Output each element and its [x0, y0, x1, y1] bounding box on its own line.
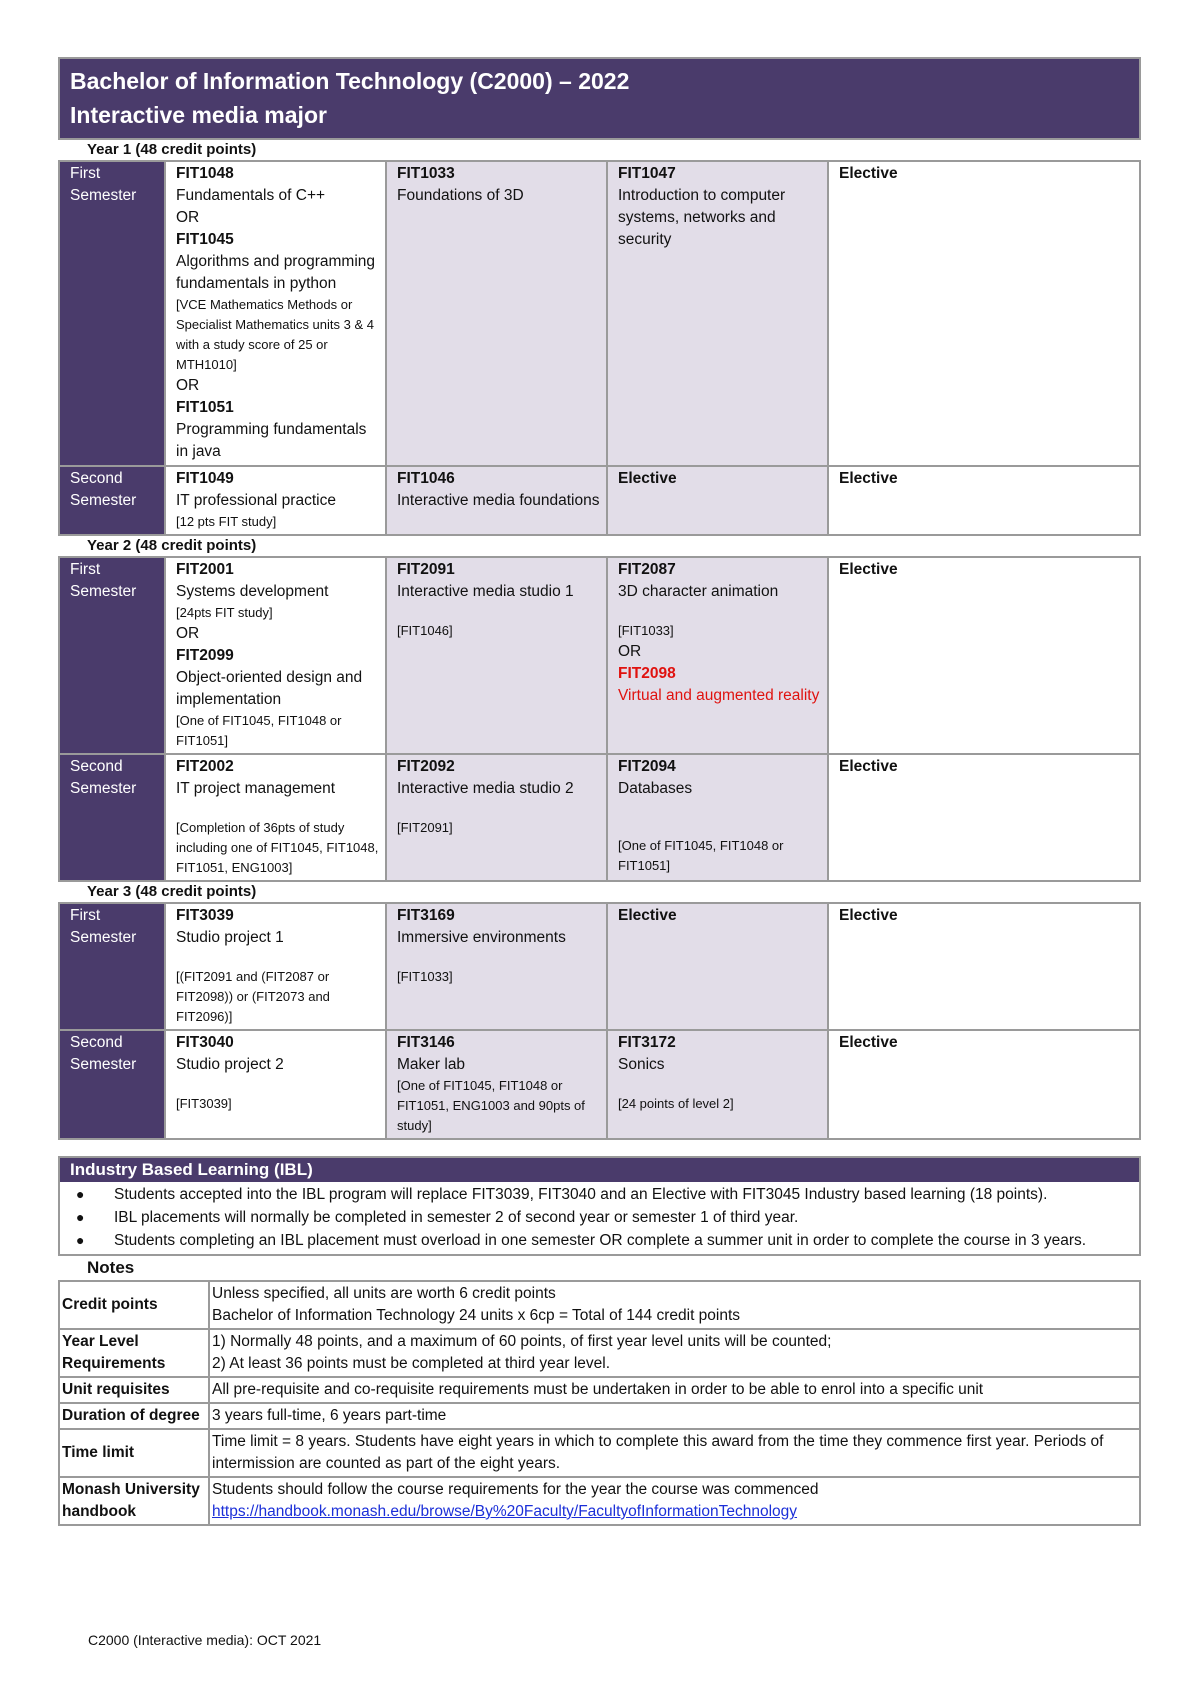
- unit-cell: [386, 754, 607, 881]
- semester-label-line: Semester: [70, 583, 137, 600]
- unit-title: Databases: [618, 780, 693, 797]
- notes-value: [209, 1477, 1140, 1525]
- unit-code: FIT3039: [176, 907, 234, 924]
- unit-title: Systems development: [176, 583, 329, 600]
- unit-code: FIT1047: [618, 165, 676, 182]
- year-label: Year 2 (48 credit points): [87, 537, 257, 554]
- semester-row: [59, 903, 1140, 1030]
- semester-label: [59, 754, 165, 881]
- semester-row: [59, 754, 1140, 881]
- notes-row: [59, 1403, 1140, 1429]
- unit-cell: [607, 903, 828, 1030]
- year-grid: [58, 160, 1141, 536]
- unit-cell: [165, 754, 386, 881]
- unit-cell: [386, 903, 607, 1030]
- notes-line: 3 years full-time, 6 years part-time: [212, 1407, 447, 1424]
- unit-cell: [828, 754, 1140, 881]
- bullet-icon: ●: [76, 1186, 85, 1202]
- unit-cell: [607, 557, 828, 754]
- unit-code: FIT2002: [176, 758, 234, 775]
- notes-row: [59, 1281, 1140, 1329]
- spacer: [397, 800, 600, 818]
- year-label: Year 3 (48 credit points): [87, 883, 257, 900]
- unit-title: Maker lab: [397, 1056, 466, 1073]
- ibl-list: [60, 1182, 1139, 1254]
- unit-cell: [165, 557, 386, 754]
- notes-line: Bachelor of Information Technology 24 units x 6cp = Total of 144 credit points: [212, 1307, 741, 1324]
- notes-label: Notes: [87, 1258, 135, 1277]
- semester-row: [59, 161, 1140, 466]
- unit-cell: [386, 557, 607, 754]
- elective-label: Elective: [839, 561, 898, 578]
- notes-line: Time limit = 8 years. Students have eight years in which to complete this award from the time they commence first year. Periods of intermission are counted as part of the eight years.: [212, 1433, 1104, 1472]
- ibl-bullet-text: Students completing an IBL placement must overload in one semester OR complete a summer unit in order to complete the course in 3 years.: [114, 1232, 1087, 1249]
- semester-label-line: Second: [70, 1034, 123, 1051]
- bullet-icon: ●: [76, 1232, 85, 1248]
- notes-line: Unless specified, all units are worth 6 credit points: [212, 1285, 556, 1302]
- prerequisite-note: [24pts FIT study]: [176, 605, 273, 620]
- semester-label-line: First: [70, 907, 101, 924]
- unit-title: Interactive media studio 2: [397, 780, 574, 797]
- spacer: [176, 1076, 379, 1094]
- notes-value: [209, 1329, 1140, 1377]
- spacer: [176, 949, 379, 967]
- ibl-bullet-item: [60, 1206, 1129, 1229]
- unit-cell: [828, 161, 1140, 466]
- notes-row: [59, 1329, 1140, 1377]
- years-container: [58, 140, 1141, 1140]
- prerequisite-note: [Completion of 36pts of study including one of FIT1045, FIT1048, FIT1051, ENG1003]: [176, 820, 379, 875]
- semester-row: [59, 466, 1140, 535]
- notes-key: Time limit: [59, 1429, 209, 1477]
- or-separator: OR: [176, 209, 200, 226]
- unit-title: Interactive media studio 1: [397, 583, 574, 600]
- unit-title: Interactive media foundations: [397, 492, 600, 509]
- unit-title: Fundamentals of C++: [176, 187, 326, 204]
- ibl-title: Industry Based Learning (IBL): [60, 1158, 1139, 1182]
- ibl-section: [58, 1156, 1141, 1256]
- spacer: [176, 800, 379, 818]
- unit-title: Algorithms and programming fundamentals in python: [176, 253, 376, 292]
- semester-label: [59, 1030, 165, 1139]
- unit-code: FIT1045: [176, 231, 234, 248]
- unit-cell: [828, 1030, 1140, 1139]
- unit-code: FIT2091: [397, 561, 455, 578]
- unit-cell: [828, 903, 1140, 1030]
- notes-row: [59, 1477, 1140, 1525]
- course-map: [58, 57, 1141, 1526]
- ibl-bullet-item: [60, 1183, 1129, 1206]
- year-grid: [58, 556, 1141, 882]
- elective-label: Elective: [839, 1034, 898, 1051]
- prerequisite-note: [24 points of level 2]: [618, 1096, 734, 1111]
- spacer: [618, 800, 821, 818]
- prerequisite-note: [One of FIT1045, FIT1048 or FIT1051]: [618, 838, 784, 873]
- unit-title: Virtual and augmented reality: [618, 687, 820, 704]
- prerequisite-note: [FIT1046]: [397, 623, 453, 638]
- semester-label-line: First: [70, 561, 101, 578]
- semester-label-line: Second: [70, 470, 123, 487]
- ibl-bullet-item: [60, 1229, 1129, 1252]
- spacer: [618, 1076, 821, 1094]
- semester-label-line: Semester: [70, 780, 137, 797]
- unit-code: FIT2094: [618, 758, 676, 775]
- notes-value: [209, 1403, 1140, 1429]
- course-title: Bachelor of Information Technology (C2000) – 2022: [70, 68, 630, 94]
- semester-label-line: First: [70, 165, 101, 182]
- unit-code: FIT1051: [176, 399, 234, 416]
- unit-code: FIT3172: [618, 1034, 676, 1051]
- notes-key: Credit points: [59, 1281, 209, 1329]
- unit-cell: [165, 161, 386, 466]
- semester-label: [59, 161, 165, 466]
- unit-title: Studio project 1: [176, 929, 284, 946]
- notes-line: 1) Normally 48 points, and a maximum of 60 points, of first year level units will be counted;: [212, 1333, 832, 1350]
- notes-key: Unit requisites: [59, 1377, 209, 1403]
- bullet-icon: ●: [76, 1209, 85, 1225]
- notes-line: 2) At least 36 points must be completed at third year level.: [212, 1355, 611, 1372]
- spacer: [397, 603, 600, 621]
- unit-code: FIT2099: [176, 647, 234, 664]
- unit-code: FIT1048: [176, 165, 234, 182]
- semester-label-line: Semester: [70, 1056, 137, 1073]
- unit-cell: [607, 466, 828, 535]
- unit-title: Introduction to computer systems, networks and security: [618, 187, 786, 248]
- unit-cell: [165, 1030, 386, 1139]
- prerequisite-note: [One of FIT1045, FIT1048 or FIT1051]: [176, 713, 342, 748]
- unit-cell: [165, 466, 386, 535]
- unit-code: FIT2001: [176, 561, 234, 578]
- prerequisite-note: [12 pts FIT study]: [176, 514, 277, 529]
- handbook-link[interactable]: https://handbook.monash.edu/browse/By%20Faculty/FacultyofInformationTechnology: [212, 1503, 798, 1520]
- unit-cell: [165, 903, 386, 1030]
- notes-key: Year Level Requirements: [59, 1329, 209, 1377]
- spacer: [618, 603, 821, 621]
- semester-label-line: Semester: [70, 492, 137, 509]
- major-title: Interactive media major: [70, 102, 327, 128]
- unit-cell: [828, 557, 1140, 754]
- or-separator: OR: [176, 377, 200, 394]
- unit-code: FIT2087: [618, 561, 676, 578]
- unit-title: Foundations of 3D: [397, 187, 524, 204]
- year-label: Year 1 (48 credit points): [87, 141, 257, 158]
- unit-code: FIT2092: [397, 758, 455, 775]
- notes-line: All pre-requisite and co-requisite requirements must be undertaken in order to be able to enrol into a specific unit: [212, 1381, 984, 1398]
- unit-code: FIT1049: [176, 470, 234, 487]
- semester-label: [59, 466, 165, 535]
- semester-row: [59, 1030, 1140, 1139]
- notes-row: [59, 1377, 1140, 1403]
- semester-label-line: Second: [70, 758, 123, 775]
- unit-title: Immersive environments: [397, 929, 566, 946]
- unit-title: 3D character animation: [618, 583, 779, 600]
- notes-table: [58, 1280, 1141, 1526]
- unit-cell: [828, 466, 1140, 535]
- title-banner: [58, 57, 1141, 140]
- unit-cell: [386, 161, 607, 466]
- prerequisite-note: [(FIT2091 and (FIT2087 or FIT2098)) or (FIT2073 and FIT2096)]: [176, 969, 330, 1024]
- unit-title: Sonics: [618, 1056, 665, 1073]
- notes-value: [209, 1429, 1140, 1477]
- prerequisite-note: [VCE Mathematics Methods or Specialist Mathematics units 3 & 4 with a study score of 25 or MTH1010]: [176, 297, 374, 372]
- unit-code: FIT3146: [397, 1034, 455, 1051]
- elective-label: Elective: [839, 758, 898, 775]
- ibl-bullet-text: Students accepted into the IBL program will replace FIT3039, FIT3040 and an Elective with FIT3045 Industry based learning (18 points).: [114, 1186, 1048, 1203]
- or-separator: OR: [176, 625, 200, 642]
- ibl-bullet-text: IBL placements will normally be completed in semester 2 of second year or semester 1 of third year.: [114, 1209, 799, 1226]
- prerequisite-note: [One of FIT1045, FIT1048 or FIT1051, ENG1003 and 90pts of study]: [397, 1078, 585, 1133]
- unit-title: Programming fundamentals in java: [176, 421, 367, 460]
- spacer: [618, 818, 821, 836]
- spacer: [397, 949, 600, 967]
- unit-cell: [607, 1030, 828, 1139]
- notes-key: Monash University handbook: [59, 1477, 209, 1525]
- unit-code: FIT3169: [397, 907, 455, 924]
- unit-code: FIT1046: [397, 470, 455, 487]
- elective-label: Elective: [839, 470, 898, 487]
- unit-cell: [386, 466, 607, 535]
- unit-cell: [607, 161, 828, 466]
- prerequisite-note: [FIT1033]: [397, 969, 453, 984]
- elective-label: Elective: [839, 907, 898, 924]
- unit-cell: [386, 1030, 607, 1139]
- unit-code: FIT2098: [618, 665, 676, 682]
- notes-row: [59, 1429, 1140, 1477]
- unit-cell: [607, 754, 828, 881]
- notes-value: [209, 1377, 1140, 1403]
- notes-line: Students should follow the course requirements for the year the course was commenced: [212, 1481, 819, 1498]
- prerequisite-note: [FIT3039]: [176, 1096, 232, 1111]
- unit-code: FIT3040: [176, 1034, 234, 1051]
- unit-title: IT professional practice: [176, 492, 336, 509]
- unit-title: IT project management: [176, 780, 336, 797]
- prerequisite-note: [FIT2091]: [397, 820, 453, 835]
- semester-row: [59, 557, 1140, 754]
- notes-key: Duration of degree: [59, 1403, 209, 1429]
- semester-label: [59, 557, 165, 754]
- prerequisite-note: [FIT1033]: [618, 623, 674, 638]
- semester-label-line: Semester: [70, 929, 137, 946]
- unit-code: FIT1033: [397, 165, 455, 182]
- year-grid: [58, 902, 1141, 1140]
- footer-text: C2000 (Interactive media): OCT 2021: [88, 1632, 322, 1648]
- elective-label: Elective: [839, 165, 898, 182]
- elective-label: Elective: [618, 470, 677, 487]
- unit-title: Studio project 2: [176, 1056, 284, 1073]
- notes-value: [209, 1281, 1140, 1329]
- semester-label-line: Semester: [70, 187, 137, 204]
- unit-title: Object-oriented design and implementation: [176, 669, 363, 708]
- semester-label: [59, 903, 165, 1030]
- elective-label: Elective: [618, 907, 677, 924]
- or-separator: OR: [618, 643, 642, 660]
